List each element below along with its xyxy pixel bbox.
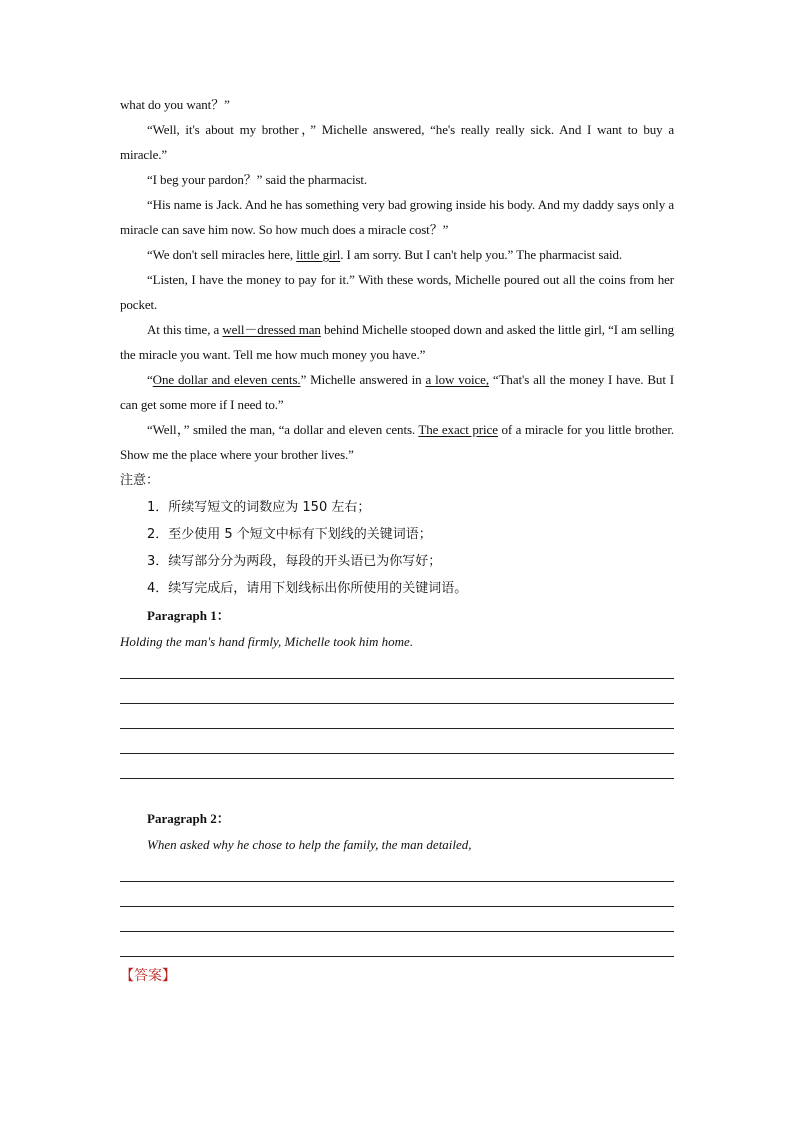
note-item: 4．续写完成后，请用下划线标出你所使用的关键词语。 — [147, 581, 468, 596]
paragraph-1-writing-lines[interactable] — [120, 654, 674, 779]
story-paragraph-8 — [120, 417, 674, 467]
story-line-0: what do you want？” — [120, 97, 230, 112]
writing-line[interactable] — [120, 704, 674, 729]
text: “Well，” smiled the man, “a dollar and eleven cents. — [147, 422, 419, 437]
writing-line[interactable] — [120, 679, 674, 704]
writing-line[interactable] — [120, 857, 674, 882]
key-phrase: little girl — [296, 247, 341, 262]
writing-line[interactable] — [120, 654, 674, 679]
key-phrase: well－dressed man — [222, 322, 321, 337]
key-phrase: The exact price — [418, 422, 498, 437]
writing-line[interactable] — [120, 882, 674, 907]
text: ” Michelle answered in — [300, 372, 426, 387]
key-phrase: a low voice, — [425, 372, 489, 387]
writing-line[interactable] — [120, 754, 674, 779]
text: “ — [147, 372, 153, 387]
note-item: 3．续写部分分为两段，每段的开头语已为你写好； — [147, 554, 442, 569]
paragraph-2-title: Paragraph 2： — [147, 811, 230, 826]
notes-title: 注意： — [120, 473, 160, 488]
text: At this time, a — [147, 322, 223, 337]
paragraph-1-title: Paragraph 1： — [147, 608, 230, 623]
story-paragraph-2: “I beg your pardon？” said the pharmacist. — [147, 172, 368, 187]
story-paragraph-4 — [120, 242, 674, 267]
paragraph-1-starter: Holding the man's hand firmly, Michelle took him home. — [120, 634, 414, 649]
document-page — [120, 92, 674, 985]
text: “That's all the money I have. But I can get some more if I need to.” — [120, 372, 674, 412]
story-paragraph-1: “Well, it's about my brother，” Michelle answered, “he's really really sick. And I want to buy a miracle.” — [120, 122, 674, 162]
key-phrase: One dollar and eleven cents. — [152, 372, 301, 387]
text: . I am sorry. But I can't help you.” The pharmacist said. — [340, 247, 623, 262]
story-paragraph-5: “Listen, I have the money to pay for it.” With these words, Michelle poured out all the coins from her pocket. — [120, 272, 674, 312]
story-paragraph-6 — [120, 317, 674, 367]
paragraph-2-starter: When asked why he chose to help the family, the man detailed, — [147, 837, 472, 852]
text: of a miracle for you little brother. Show me the place where your brother lives.” — [120, 422, 675, 462]
answer-label: 【答案】 — [120, 968, 176, 984]
note-item: 2．至少使用 5 个短文中标有下划线的关键词语； — [147, 527, 432, 542]
text: behind Michelle stooped down and asked the little girl, “I am selling the miracle you want. Tell me how much money you have.” — [120, 322, 674, 362]
writing-line[interactable] — [120, 729, 674, 754]
note-item: 1．所续写短文的词数应为 150 左右； — [147, 500, 371, 515]
story-paragraph-7 — [120, 367, 674, 417]
writing-line[interactable] — [120, 907, 674, 932]
text: “We don't sell miracles here, — [147, 247, 297, 262]
paragraph-2-writing-lines[interactable] — [120, 857, 674, 957]
story-paragraph-3: “His name is Jack. And he has something very bad growing inside his body. And my daddy says only a miracle can save him now. So how much does a miracle cost？” — [120, 197, 674, 237]
writing-line[interactable] — [120, 932, 674, 957]
